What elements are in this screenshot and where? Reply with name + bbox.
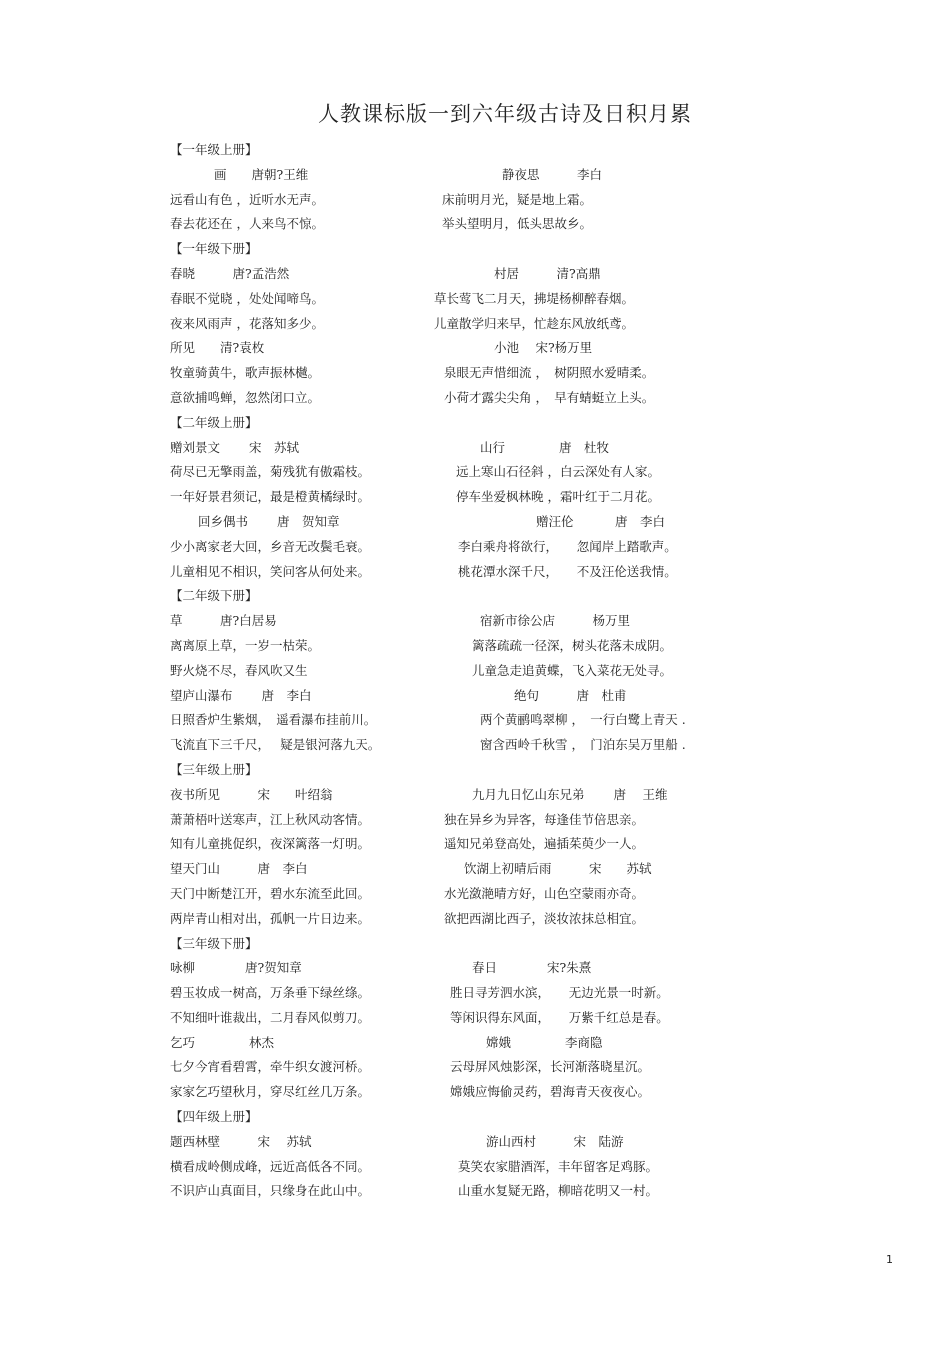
left-poem-line: 春晓 唐?孟浩然 xyxy=(170,265,290,281)
left-poem-line: 不知细叶谁裁出，二月春风似剪刀。 xyxy=(170,1009,371,1025)
grade-section-header: 【二年级上册】 xyxy=(170,414,258,430)
poem-line-row xyxy=(170,1006,790,1031)
poem-line-row xyxy=(170,436,790,461)
left-poem-line: 知有儿童挑促织，夜深篱落一灯明。 xyxy=(170,836,371,852)
right-poem-line: 李白乘舟将欲行， 忽闻岸上踏歌声。 xyxy=(458,538,677,554)
right-poem-line: 春日 宋?朱熹 xyxy=(472,960,592,976)
poem-line-row xyxy=(170,1179,790,1204)
poem-line-row xyxy=(170,1031,790,1056)
grade-section-header: 【四年级上册】 xyxy=(170,1109,258,1125)
poem-line-row xyxy=(170,708,790,733)
right-poem-line: 等闲识得东风面， 万紫千红总是春。 xyxy=(450,1009,669,1025)
poem-line-row xyxy=(170,535,790,560)
poem-line-row xyxy=(170,287,790,312)
poem-line-row xyxy=(170,832,790,857)
right-poem-line: 饮湖上初晴后雨 宋 苏轼 xyxy=(464,861,652,877)
left-poem-line: 画 唐朝?王维 xyxy=(214,166,309,182)
left-poem-line: 赠刘景文 宋 苏轼 xyxy=(170,439,299,455)
left-poem-line: 荷尽已无擎雨盖，菊残犹有傲霜枝。 xyxy=(170,464,371,480)
left-poem-line: 横看成岭侧成峰，远近高低各不同。 xyxy=(170,1158,371,1174)
right-poem-line: 小荷才露尖尖角 ， 早有蜻蜓立上头。 xyxy=(444,389,655,405)
left-poem-line: 远看山有色 ，近听水无声。 xyxy=(170,191,324,207)
grade-section-header: 【一年级上册】 xyxy=(170,142,258,157)
poem-line-row xyxy=(170,1155,790,1180)
poem-line-row xyxy=(170,560,790,585)
right-poem-line: 嫦娥应悔偷灵药，碧海青天夜夜心。 xyxy=(450,1084,651,1100)
left-poem-line: 儿童相见不相识，笑问客从何处来。 xyxy=(170,563,371,579)
left-poem-line: 离离原上草，一岁一枯荣。 xyxy=(170,637,321,653)
right-poem-line: 两个黄鹂鸣翠柳 ， 一行白鹭上青天 . xyxy=(480,712,686,728)
poem-line-row xyxy=(170,312,790,337)
right-poem-line: 嫦娥 李商隐 xyxy=(486,1034,603,1050)
right-poem-line: 宿新市徐公店 杨万里 xyxy=(480,613,631,629)
left-poem-line: 望天门山 唐 李白 xyxy=(170,861,308,877)
poem-line-row xyxy=(170,609,790,634)
right-poem-line: 篱落疏疏一径深，树头花落未成阴。 xyxy=(472,637,673,653)
poem-line-row xyxy=(170,981,790,1006)
left-poem-line: 春眠不觉晓 ，处处闻啼鸟。 xyxy=(170,290,324,306)
poem-line-row xyxy=(170,783,790,808)
document-title: 人教课标版一到六年级古诗及日积月累 xyxy=(318,102,692,126)
right-poem-line: 小池 宋?杨万里 xyxy=(494,340,593,356)
left-poem-line: 两岸青山相对出，孤帆一片日边来。 xyxy=(170,910,371,926)
right-poem-line: 欲把西湖比西子，淡妆浓抹总相宜。 xyxy=(444,910,645,926)
right-poem-line: 九月九日忆山东兄弟 唐 王维 xyxy=(472,786,668,802)
poem-line-row xyxy=(170,634,790,659)
grade-section-header: 【三年级上册】 xyxy=(170,761,258,777)
right-poem-line: 儿童急走追黄蝶，飞入菜花无处寻。 xyxy=(472,662,673,678)
poem-line-row xyxy=(170,1130,790,1155)
page-number: 1 xyxy=(886,1253,893,1266)
left-poem-line: 所见 清?袁枚 xyxy=(170,340,265,356)
poem-line-row xyxy=(170,956,790,981)
left-poem-line: 一年好景君须记，最是橙黄橘绿时。 xyxy=(170,489,371,505)
right-poem-line: 游山西村 宋 陆游 xyxy=(486,1133,624,1149)
right-poem-line: 赠汪伦 唐 李白 xyxy=(536,513,665,529)
poem-line-row xyxy=(170,460,790,485)
poem-line-row xyxy=(170,1055,790,1080)
left-poem-line: 夜来风雨声 ，花落知多少。 xyxy=(170,315,324,331)
poem-line-row xyxy=(170,336,790,361)
right-poem-line: 云母屏风烛影深，长河渐落晓星沉。 xyxy=(450,1059,651,1075)
right-poem-line: 停车坐爱枫林晚 ，霜叶红于二月花。 xyxy=(456,489,660,505)
left-poem-line: 不识庐山真面目，只缘身在此山中。 xyxy=(170,1183,371,1199)
right-poem-line: 举头望明月，低头思故乡。 xyxy=(442,216,593,232)
left-poem-line: 春去花还在 ，人来鸟不惊。 xyxy=(170,216,324,232)
poem-line-row xyxy=(170,808,790,833)
left-poem-line: 望庐山瀑布 唐 李白 xyxy=(170,687,312,703)
right-poem-line: 静夜思 李白 xyxy=(502,166,603,182)
left-poem-line: 野火烧不尽，春风吹又生 xyxy=(170,662,308,678)
right-poem-line: 儿童散学归来早，忙趁东风放纸鸢。 xyxy=(434,315,635,331)
left-poem-line: 萧萧梧叶送寒声，江上秋风动客情。 xyxy=(170,811,371,827)
grade-section-header: 【二年级下册】 xyxy=(170,588,258,604)
poem-line-row xyxy=(170,659,790,684)
right-poem-line: 莫笑农家腊酒浑，丰年留客足鸡豚。 xyxy=(458,1158,659,1174)
poem-line-row xyxy=(170,857,790,882)
left-poem-line: 乞巧 林杰 xyxy=(170,1034,274,1050)
poem-line-row xyxy=(170,262,790,287)
left-poem-line: 意欲捕鸣蝉，忽然闭口立。 xyxy=(170,389,321,405)
right-poem-line: 水光潋滟晴方好，山色空蒙雨亦奇。 xyxy=(444,885,645,901)
right-poem-line: 山行 唐 杜牧 xyxy=(480,439,609,455)
poem-list xyxy=(170,138,790,1204)
poem-line-row xyxy=(170,188,790,213)
left-poem-line: 天门中断楚江开，碧水东流至此回。 xyxy=(170,885,371,901)
poem-line-row xyxy=(170,386,790,411)
left-poem-line: 家家乞巧望秋月，穿尽红丝几万条。 xyxy=(170,1084,371,1100)
right-poem-line: 山重水复疑无路，柳暗花明又一村。 xyxy=(458,1183,659,1199)
right-poem-line: 桃花潭水深千尺， 不及汪伦送我情。 xyxy=(458,563,677,579)
left-poem-line: 飞流直下三千尺， 疑是银河落九天。 xyxy=(170,737,381,753)
right-poem-line: 遥知兄弟登高处，遍插茱萸少一人。 xyxy=(444,836,645,852)
grade-section-header: 【一年级下册】 xyxy=(170,241,258,257)
right-poem-line: 窗含西岭千秋雪 ， 门泊东吴万里船 . xyxy=(480,737,686,753)
poem-line-row xyxy=(170,485,790,510)
poem-line-row xyxy=(170,361,790,386)
left-poem-line: 七夕今宵看碧霄，牵牛织女渡河桥。 xyxy=(170,1059,371,1075)
poem-line-row xyxy=(170,684,790,709)
right-poem-line: 草长莺飞二月天，拂堤杨柳醉春烟。 xyxy=(434,290,635,306)
poem-line-row xyxy=(170,163,790,188)
left-poem-line: 回乡偶书 唐 贺知章 xyxy=(198,513,340,529)
poem-line-row xyxy=(170,907,790,932)
right-poem-line: 胜日寻芳泗水滨， 无边光景一时新。 xyxy=(450,985,669,1001)
left-poem-line: 碧玉妆成一树高，万条垂下绿丝绦。 xyxy=(170,985,371,1001)
right-poem-line: 泉眼无声惜细流 ， 树阴照水爱晴柔。 xyxy=(444,365,655,381)
poem-line-row xyxy=(170,882,790,907)
left-poem-line: 日照香炉生紫烟， 遥看瀑布挂前川。 xyxy=(170,712,377,728)
poem-line-row xyxy=(170,733,790,758)
left-poem-line: 牧童骑黄牛，歌声振林樾。 xyxy=(170,365,321,381)
left-poem-line: 夜书所见 宋 叶绍翁 xyxy=(170,786,333,802)
right-poem-line: 远上寒山石径斜 ，白云深处有人家。 xyxy=(456,464,660,480)
left-poem-line: 草 唐?白居易 xyxy=(170,613,277,629)
poem-line-row xyxy=(170,1080,790,1105)
left-poem-line: 题西林壁 宋 苏轼 xyxy=(170,1133,312,1149)
right-poem-line: 独在异乡为异客，每逢佳节倍思亲。 xyxy=(444,811,645,827)
grade-section-header: 【三年级下册】 xyxy=(170,935,258,951)
right-poem-line: 绝句 唐 杜甫 xyxy=(514,687,627,703)
right-poem-line: 村居 清?高鼎 xyxy=(494,265,601,281)
poem-line-row xyxy=(170,212,790,237)
left-poem-line: 咏柳 唐?贺知章 xyxy=(170,960,302,976)
left-poem-line: 少小离家老大回，乡音无改鬓毛衰。 xyxy=(170,538,371,554)
right-poem-line: 床前明月光，疑是地上霜。 xyxy=(442,191,593,207)
poem-line-row xyxy=(170,510,790,535)
